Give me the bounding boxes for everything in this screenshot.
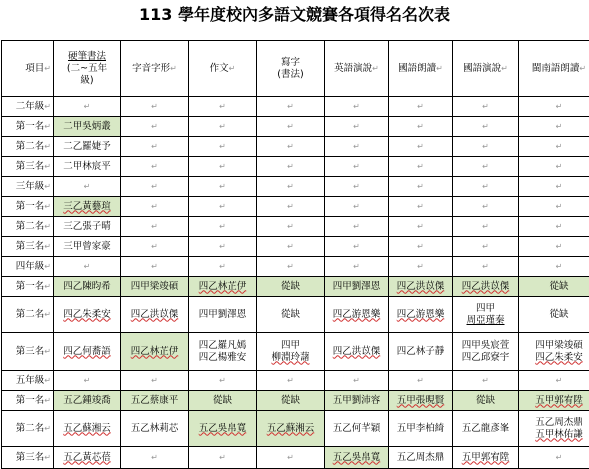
table-cell: 五乙蘇湘云	[54, 411, 121, 447]
table-cell: ↵	[189, 117, 257, 137]
table-cell: ↵	[389, 217, 453, 237]
table-cell: ↵	[453, 217, 519, 237]
table-cell: ↵	[519, 97, 589, 117]
table-cell: ↵	[257, 197, 325, 217]
table-cell: ↵	[121, 117, 189, 137]
table-cell: ↵	[121, 237, 189, 257]
table-cell: ↵	[389, 117, 453, 137]
table-cell: ↵	[389, 257, 453, 277]
table-cell: ↵	[453, 137, 519, 157]
grade-label: 五年級↵	[2, 371, 54, 391]
table-cell: 第一名↵	[2, 277, 54, 297]
table-cell: ↵	[519, 197, 589, 217]
table-cell: 四乙游恩樂	[389, 297, 453, 333]
table-cell: 四乙洪苡傑	[453, 277, 519, 297]
table-cell: 從缺	[257, 391, 325, 411]
table-cell: ↵	[189, 257, 257, 277]
table-cell: ↵	[257, 447, 325, 469]
table-cell: 從缺	[257, 297, 325, 333]
table-cell: ↵	[121, 137, 189, 157]
table-cell: 五甲劉沛容	[325, 391, 389, 411]
table-row	[2, 333, 589, 371]
table-cell: 五乙周杰鼎	[389, 447, 453, 469]
table-cell: 五乙龍彥峯	[453, 411, 519, 447]
table-cell: ↵	[121, 177, 189, 197]
grade-label: 二年級↵	[2, 97, 54, 117]
table-cell: 第二名↵	[2, 297, 54, 333]
table-cell: ↵	[453, 237, 519, 257]
table-cell: 五甲郭宥陞	[453, 447, 519, 469]
table-cell: 四乙羅凡嫣 四乙楊雅安	[189, 333, 257, 371]
table-cell: 五乙鍾竣喬	[54, 391, 121, 411]
grade-row	[2, 97, 589, 117]
table-cell: 四甲劉澤恩	[189, 297, 257, 333]
table-cell: ↵	[54, 177, 121, 197]
table-cell: ↵	[189, 197, 257, 217]
table-cell: ↵	[54, 97, 121, 117]
header-row	[2, 41, 589, 97]
header-minnan-reading: 閩南語朗讀↵	[519, 41, 589, 97]
table-cell: ↵	[453, 117, 519, 137]
table-cell: ↵	[189, 237, 257, 257]
table-cell: ↵	[325, 117, 389, 137]
table-cell: 四乙林子靜	[389, 333, 453, 371]
table-cell: ↵	[257, 177, 325, 197]
table-cell: 五乙蘇湘云	[257, 411, 325, 447]
table-cell: ↵	[54, 371, 121, 391]
table-cell: 四甲劉澤恩	[325, 277, 389, 297]
table-cell: ↵	[325, 237, 389, 257]
table-cell: 四乙洪苡傑	[389, 277, 453, 297]
table-cell: 五乙何芊穎	[325, 411, 389, 447]
table-cell: 五乙吳帛寬	[325, 447, 389, 469]
table-cell: ↵	[389, 371, 453, 391]
table-cell: 第二名↵	[2, 217, 54, 237]
table-cell: 五乙黃芯蓓	[54, 447, 121, 469]
table-cell: ↵	[389, 97, 453, 117]
table-cell: 三乙黃藝瑄	[54, 197, 121, 217]
table-cell: ↵	[519, 117, 589, 137]
table-row	[2, 297, 589, 333]
table-cell: 三乙張子晴	[54, 217, 121, 237]
table-cell: ↵	[453, 157, 519, 177]
table-cell: ↵	[453, 197, 519, 217]
table-cell: 第二名↵	[2, 137, 54, 157]
grade-row	[2, 257, 589, 277]
grade-label: 四年級↵	[2, 257, 54, 277]
table-cell: 五甲張晛賢	[389, 391, 453, 411]
table-cell: 四甲吳宸萱 四乙邱寮宇	[453, 333, 519, 371]
table-cell: 三甲曾家豪	[54, 237, 121, 257]
document-title: 113 學年度校內多語文競賽各項得名名次表	[0, 3, 589, 27]
table-cell: ↵	[54, 257, 121, 277]
table-cell: ↵	[257, 217, 325, 237]
table-cell: 第一名↵	[2, 391, 54, 411]
table-row	[2, 391, 589, 411]
awards-table	[1, 40, 589, 469]
table-cell: 五乙蔡康平	[121, 391, 189, 411]
table-cell: ↵	[389, 237, 453, 257]
table-cell: ↵	[325, 97, 389, 117]
table-cell: 從缺	[453, 391, 519, 411]
header-phonetics: 字音字形↵	[121, 41, 189, 97]
table-cell: ↵	[453, 97, 519, 117]
table-cell: 四甲 柳淵玲藷	[257, 333, 325, 371]
header-mandarin-reading: 國語朗讀↵	[389, 41, 453, 97]
table-cell: ↵	[189, 177, 257, 197]
table-row	[2, 137, 589, 157]
table-cell: ↵	[189, 157, 257, 177]
table-cell: ↵	[257, 97, 325, 117]
table-cell: ↵	[453, 257, 519, 277]
table-cell: ↵	[257, 137, 325, 157]
table-cell: ↵	[189, 137, 257, 157]
table-cell: ↵	[519, 177, 589, 197]
table-row	[2, 237, 589, 257]
table-cell: 第三名↵	[2, 333, 54, 371]
table-cell: ↵	[189, 447, 257, 469]
table-cell: ↵	[453, 371, 519, 391]
table-cell: 從缺	[519, 297, 589, 333]
table-cell: 從缺	[189, 391, 257, 411]
table-cell: ↵	[325, 371, 389, 391]
table-cell: 四乙朱柔安	[54, 297, 121, 333]
table-cell: ↵	[389, 157, 453, 177]
table-cell: ↵	[389, 137, 453, 157]
table-cell: ↵	[121, 447, 189, 469]
table-cell: ↵	[257, 257, 325, 277]
table-row	[2, 157, 589, 177]
grade-label: 三年級↵	[2, 177, 54, 197]
table-cell: ↵	[519, 371, 589, 391]
table-cell: 第一名↵	[2, 117, 54, 137]
table-cell: 二甲林宸平	[54, 157, 121, 177]
table-cell: 五甲李柏綺	[389, 411, 453, 447]
table-cell: ↵	[325, 177, 389, 197]
table-cell: 從缺	[519, 277, 589, 297]
table-cell: 四乙陳昀希	[54, 277, 121, 297]
header-item: 項目↵	[2, 41, 54, 97]
table-cell: ↵	[257, 117, 325, 137]
table-cell: 四甲梁竣碩 四乙朱柔安	[519, 333, 589, 371]
table-row	[2, 217, 589, 237]
grade-row	[2, 371, 589, 391]
table-cell: ↵	[121, 371, 189, 391]
table-cell: ↵	[453, 177, 519, 197]
table-cell: 二甲吳炳叢	[54, 117, 121, 137]
table-cell: ↵	[121, 257, 189, 277]
table-cell: ↵	[325, 197, 389, 217]
table-cell: ↵	[257, 237, 325, 257]
table-row	[2, 117, 589, 137]
table-cell: 二乙羅婕予	[54, 137, 121, 157]
table-cell: ↵	[519, 217, 589, 237]
table-cell: 四乙洪苡傑	[325, 333, 389, 371]
table-cell: 四乙游恩樂	[325, 297, 389, 333]
header-english-speech: 英語演說↵	[325, 41, 389, 97]
table-cell: ↵	[389, 177, 453, 197]
table-cell: 四甲 周亞瑾秦	[453, 297, 519, 333]
table-row	[2, 277, 589, 297]
table-cell: 五乙吳帛寬	[189, 411, 257, 447]
table-cell: ↵	[325, 257, 389, 277]
table-cell: ↵	[325, 137, 389, 157]
table-cell: ↵	[325, 217, 389, 237]
table-cell: ↵	[189, 371, 257, 391]
table-cell: 從缺	[257, 277, 325, 297]
table-cell: 第二名↵	[2, 411, 54, 447]
table-cell: 四乙洪苡傑	[121, 297, 189, 333]
table-cell: ↵	[189, 97, 257, 117]
table-cell: 四乙林芷伊	[189, 277, 257, 297]
table-cell: 五乙林莉芯	[121, 411, 189, 447]
table-cell: 第三名↵	[2, 157, 54, 177]
table-cell: 第三名↵	[2, 447, 54, 469]
table-row	[2, 447, 589, 469]
table-cell: ↵	[121, 97, 189, 117]
table-row	[2, 197, 589, 217]
table-cell: ↵	[325, 157, 389, 177]
table-cell: ↵	[519, 257, 589, 277]
header-mandarin-speech: 國語演說↵	[453, 41, 519, 97]
table-cell: ↵	[389, 197, 453, 217]
table-cell: ↵	[257, 157, 325, 177]
table-cell: ↵	[257, 371, 325, 391]
table-cell: 四甲梁竣碩	[121, 277, 189, 297]
table-cell: ↵	[519, 237, 589, 257]
table-cell: 四乙何蕎語	[54, 333, 121, 371]
table-cell: 五乙周杰鼎 五甲林佑謙	[519, 411, 589, 447]
table-cell: 第三名↵	[2, 237, 54, 257]
grade-row	[2, 177, 589, 197]
table-cell: 四乙林芷伊	[121, 333, 189, 371]
table-cell: 第一名↵	[2, 197, 54, 217]
table-cell: 五甲郭宥陞	[519, 391, 589, 411]
header-calligraphy-pen: 硬筆書法 (二~五年 級)	[54, 41, 121, 97]
table-cell: ↵	[189, 217, 257, 237]
table-cell: ↵	[519, 447, 589, 469]
header-composition: 作文↵	[189, 41, 257, 97]
table-row	[2, 411, 589, 447]
table-cell: ↵	[121, 197, 189, 217]
table-cell: ↵	[519, 157, 589, 177]
table-cell: ↵	[121, 217, 189, 237]
table-cell: ↵	[121, 157, 189, 177]
header-brush-calligraphy: 寫字 (書法)	[257, 41, 325, 97]
table-cell: ↵	[519, 137, 589, 157]
